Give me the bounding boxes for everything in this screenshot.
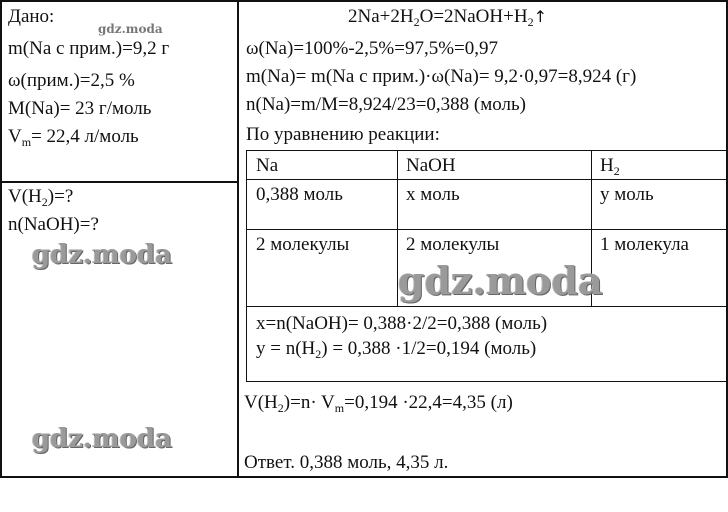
table-top [246,150,726,151]
table-calc-divider [246,381,726,382]
table-cell-na-coef: 2 молекулы [256,234,350,255]
watermark-left-lower: gdz.moda [32,424,173,454]
watermark-small: gdz.moda [98,22,163,36]
omega-na-calc: ω(Na)=100%-2,5%=97,5%=0,97 [246,38,499,59]
table-header-naoh: NaOH [406,155,456,176]
watermark-center: gdz.moda [398,258,603,303]
table-cell-h2-amount: y моль [600,184,654,205]
border-top [0,0,728,2]
amount-na-calc: n(Na)=m/M=8,924/23=0,388 (моль) [246,94,527,115]
table-header-h2: $H_2$ [600,155,620,178]
reaction-equation: $2Na+2H_2O=2NaOH+H_2↑$ [348,6,547,29]
table-cell-naoh-coef: 2 молекулы [406,234,500,255]
table-header-na: Na [256,155,279,176]
watermark-left-upper: gdz.moda [32,240,173,270]
given-molar-mass: M(Na)= 23 г/моль [8,98,152,119]
find-volume-h2: $V(H_2)=$? [8,186,74,209]
table-row1-divider [246,229,726,230]
given-title: Дано: [8,6,55,27]
find-amount-naoh: n(NaOH)=? [8,214,99,235]
given-molar-volume: $V_m= 22,4$ л/моль [8,126,139,149]
by-equation-label: По уравнению реакции: [246,124,440,145]
table-cell-naoh-amount: x моль [406,184,460,205]
given-mass-with-impurity: m(Na с прим.)=9,2 г [8,38,170,59]
border-bottom [0,476,728,478]
answer: Ответ. 0,388 моль, 4,35 л. [244,452,449,473]
calc-x: x=n(NaOH)= 0,388·2/2=0,388 (моль) [256,313,548,334]
column-divider [237,0,239,478]
mass-na-calc: m(Na)= m(Na с прим.)·ω(Na)= 9,2·0,97=8,924 (г) [246,66,637,87]
table-left-calc [246,306,247,382]
table-cell-h2-coef: 1 молекула [600,234,689,255]
table-left [246,150,247,306]
table-row2-divider [246,306,726,307]
volume-h2-calc: $V(H_2)=n\cdot V_m=0,194 \cdot 22,4=4,35$ (л) [244,392,513,415]
up-arrow-icon: ↑ [533,7,547,26]
border-left [0,0,2,478]
table-header-divider [246,179,726,180]
calc-y: $y = n(H_2) = 0,388 \cdot 1/2=0,194$ (моль) [256,338,537,361]
table-cell-na-amount: 0,388 моль [256,184,343,205]
given-find-divider [0,181,238,183]
given-impurity-fraction: ω(прим.)=2,5 % [8,70,135,91]
